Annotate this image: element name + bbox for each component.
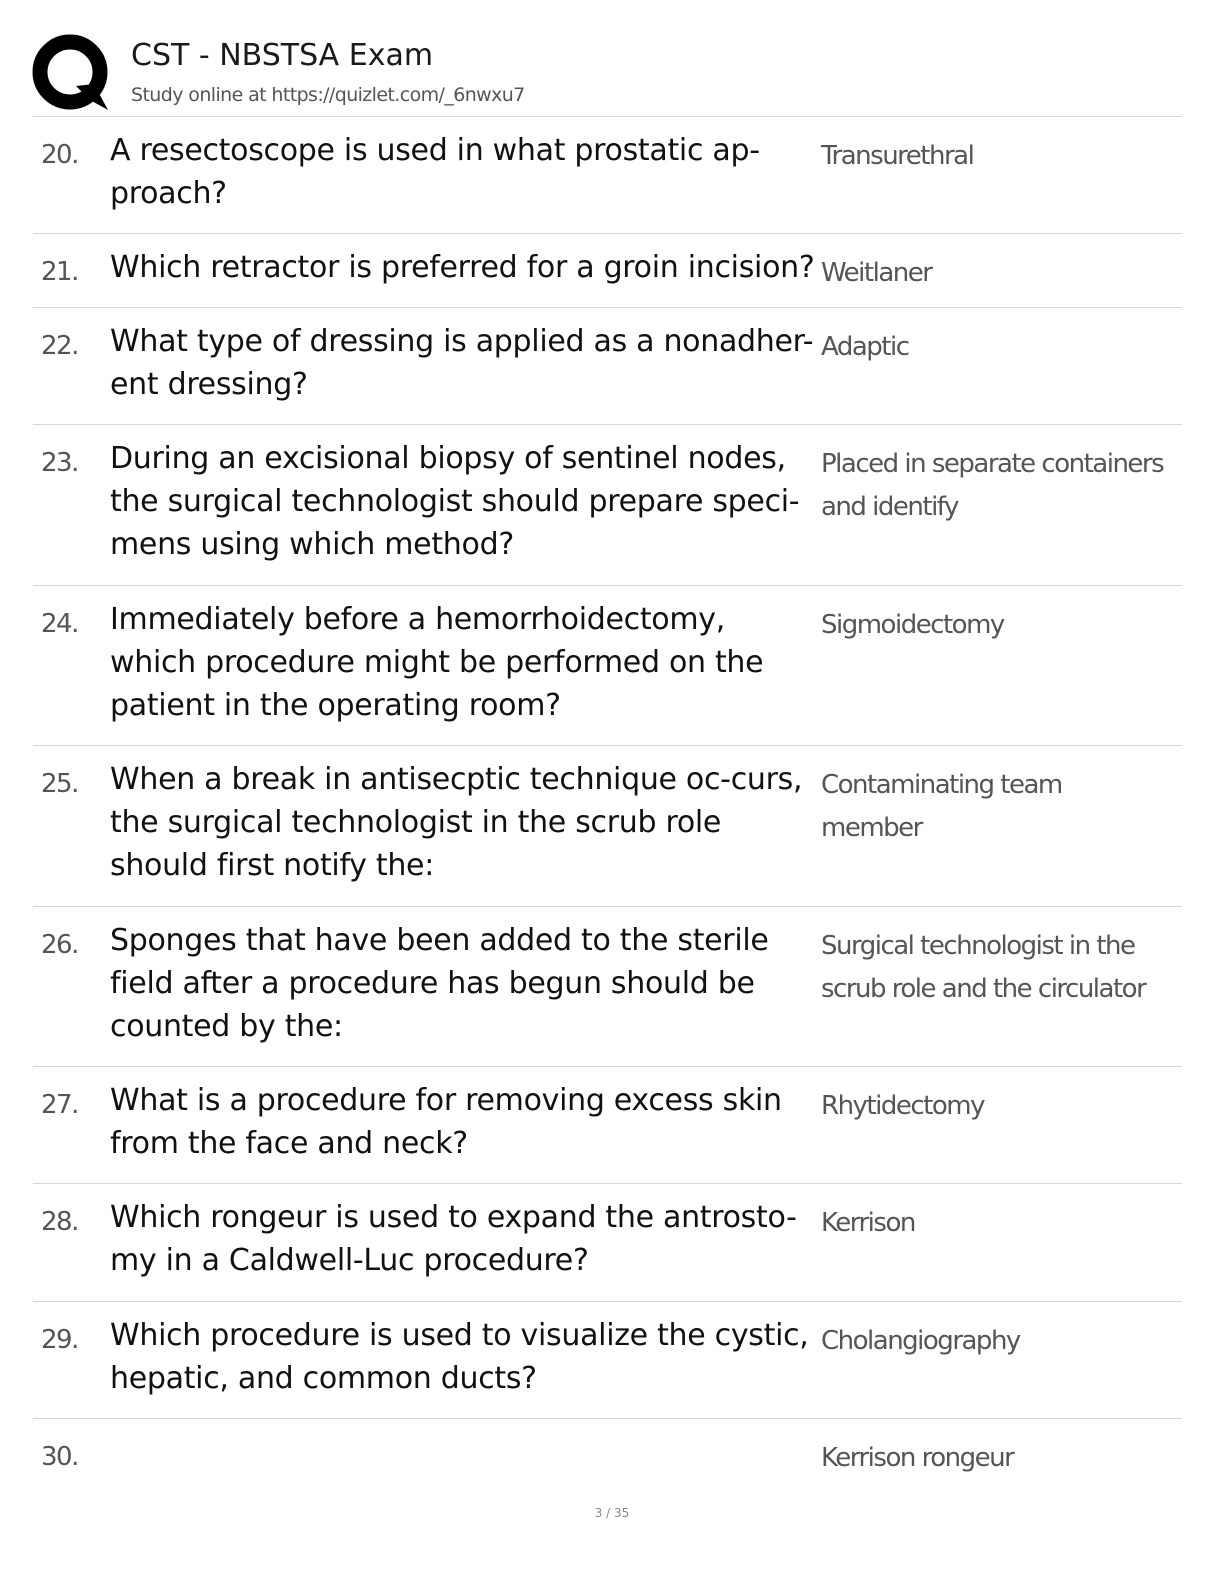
card-number: 22. [41, 331, 78, 361]
card-number: 29. [41, 1325, 78, 1355]
page-indicator: 3 / 35 [594, 1506, 630, 1520]
card-answer: Contaminating team member [821, 770, 1062, 843]
card-question: When a break in antisecptic technique oc-curs, the surgical technologist in the scrub role should first notify the: [110, 762, 803, 883]
card-number: 27. [41, 1090, 78, 1120]
card-row-22 [33, 307, 1182, 425]
page-header [32, 30, 1182, 116]
card-answer: Kerrison [821, 1208, 915, 1238]
card-answer: Adaptic [821, 332, 909, 362]
page-title: CST - NBSTSA Exam [131, 38, 434, 73]
card-answer: Rhytidectomy [821, 1091, 984, 1121]
card-question: A resectoscope is used in what prostatic ap-proach? [110, 133, 760, 211]
card-number: 30. [41, 1442, 78, 1472]
card-question: What is a procedure for removing excess skin from the face and neck? [110, 1083, 782, 1161]
card-row-26 [33, 906, 1182, 1067]
card-answer: Surgical technologist in the scrub role and the circulator [821, 931, 1146, 1004]
card-question: What type of dressing is applied as a nonadher-ent dressing? [110, 324, 814, 402]
card-row-20 [33, 116, 1182, 234]
card-row-28 [33, 1183, 1182, 1302]
card-row-25 [33, 745, 1182, 907]
study-link[interactable]: Study online at https://quizlet.com/_6nwxu7 [131, 84, 525, 106]
card-row-27 [33, 1066, 1182, 1184]
card-question: Which rongeur is used to expand the antrosto-my in a Caldwell-Luc procedure? [110, 1200, 797, 1278]
card-question: Which procedure is used to visualize the cystic, hepatic, and common ducts? [110, 1318, 809, 1396]
card-answer: Kerrison rongeur [821, 1443, 1014, 1473]
card-answer: Placed in separate containers and identify [821, 449, 1164, 522]
card-row-30 [33, 1418, 1182, 1499]
card-row-23 [33, 424, 1182, 586]
card-answer: Weitlaner [821, 258, 932, 288]
card-question: Sponges that have been added to the sterile field after a procedure has begun should be counted by the: [110, 923, 769, 1044]
card-question: Which retractor is preferred for a groin incision? [110, 250, 815, 285]
card-number: 23. [41, 448, 78, 478]
card-number: 21. [41, 257, 78, 287]
card-number: 25. [41, 769, 78, 799]
card-number: 24. [41, 609, 78, 639]
quizlet-logo-icon [32, 34, 112, 114]
card-answer: Sigmoidectomy [821, 610, 1004, 640]
card-number: 28. [41, 1207, 78, 1237]
card-number: 20. [41, 140, 78, 170]
card-answer: Cholangiography [821, 1326, 1020, 1356]
card-question: Immediately before a hemorrhoidectomy, which procedure might be performed on the patient in the operating room? [110, 602, 764, 723]
card-answer: Transurethral [821, 141, 974, 171]
card-row-29 [33, 1301, 1182, 1419]
card-number: 26. [41, 930, 78, 960]
card-row-24 [33, 585, 1182, 746]
card-question: During an excisional biopsy of sentinel nodes, the surgical technologist should prepare speci-mens using which method? [110, 441, 800, 562]
card-row-21 [33, 233, 1182, 308]
